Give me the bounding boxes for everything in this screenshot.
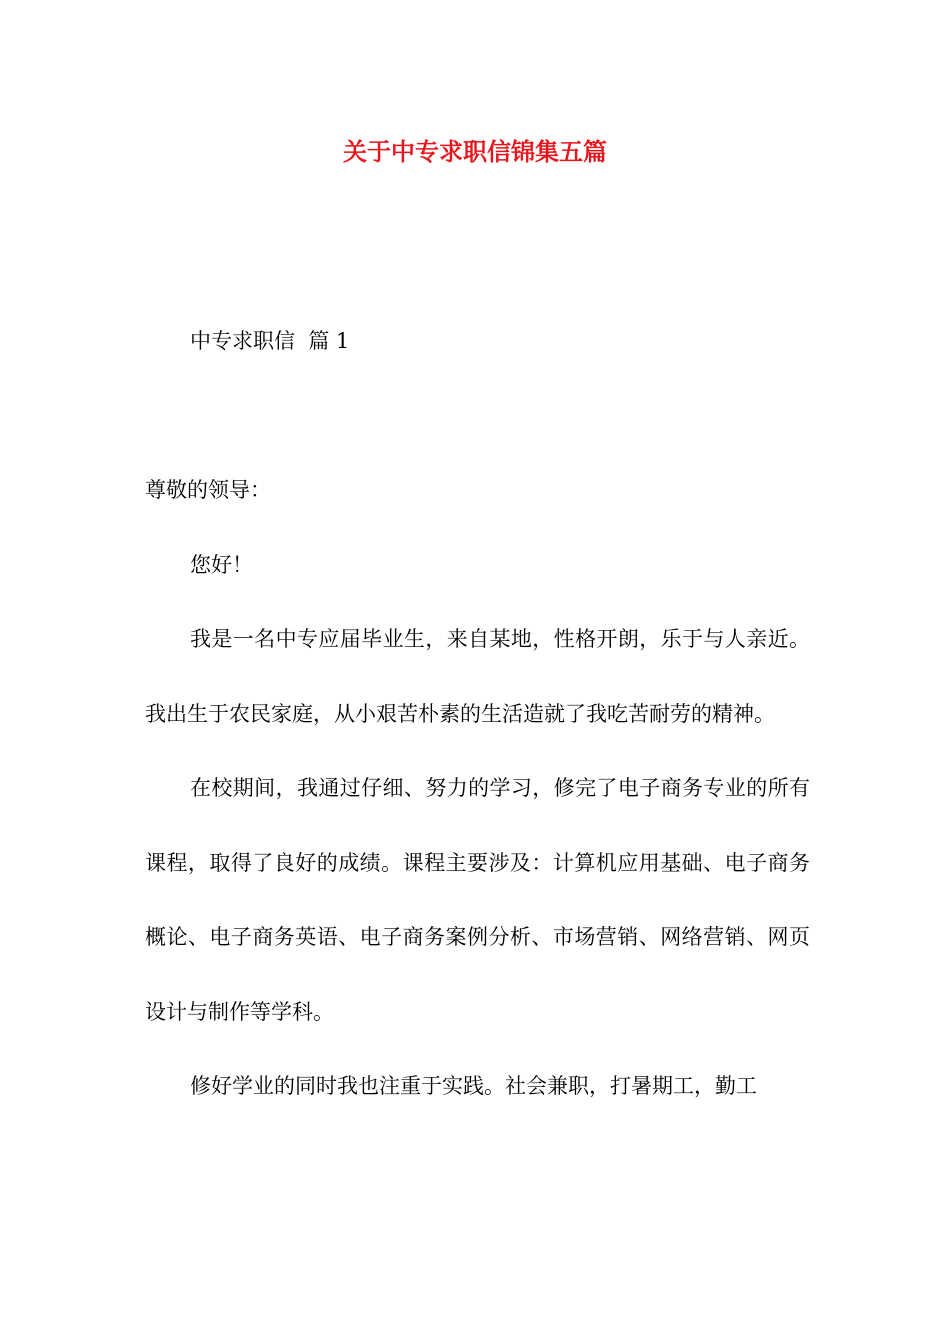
paragraph-2: 在校期间，我通过仔细、努力的学习，修完了电子商务专业的所有课程，取得了良好的成绩。课程主要涉及：计算机应用基础、电子商务概论、电子商务英语、电子商务案例分析、市场营销、网络营销、网页设计与制作等学科。 [145, 776, 810, 1024]
greeting: 您好！ [190, 552, 253, 577]
paragraph-3: 修好学业的同时我也注重于实践。社会兼职，打暑期工，勤工 [190, 1074, 757, 1098]
paragraph-1: 我是一名中专应届毕业生，来自某地，性格开朗，乐于与人亲近。我出生于农民家庭，从小艰苦朴素的生活造就了我吃苦耐劳的精神。 [145, 627, 810, 726]
section-heading: 中专求职信 篇 1 [190, 329, 350, 353]
letter-body [145, 453, 810, 1124]
document-title: 关于中专求职信锦集五篇 [343, 137, 607, 166]
salutation: 尊敬的领导： [145, 478, 271, 502]
